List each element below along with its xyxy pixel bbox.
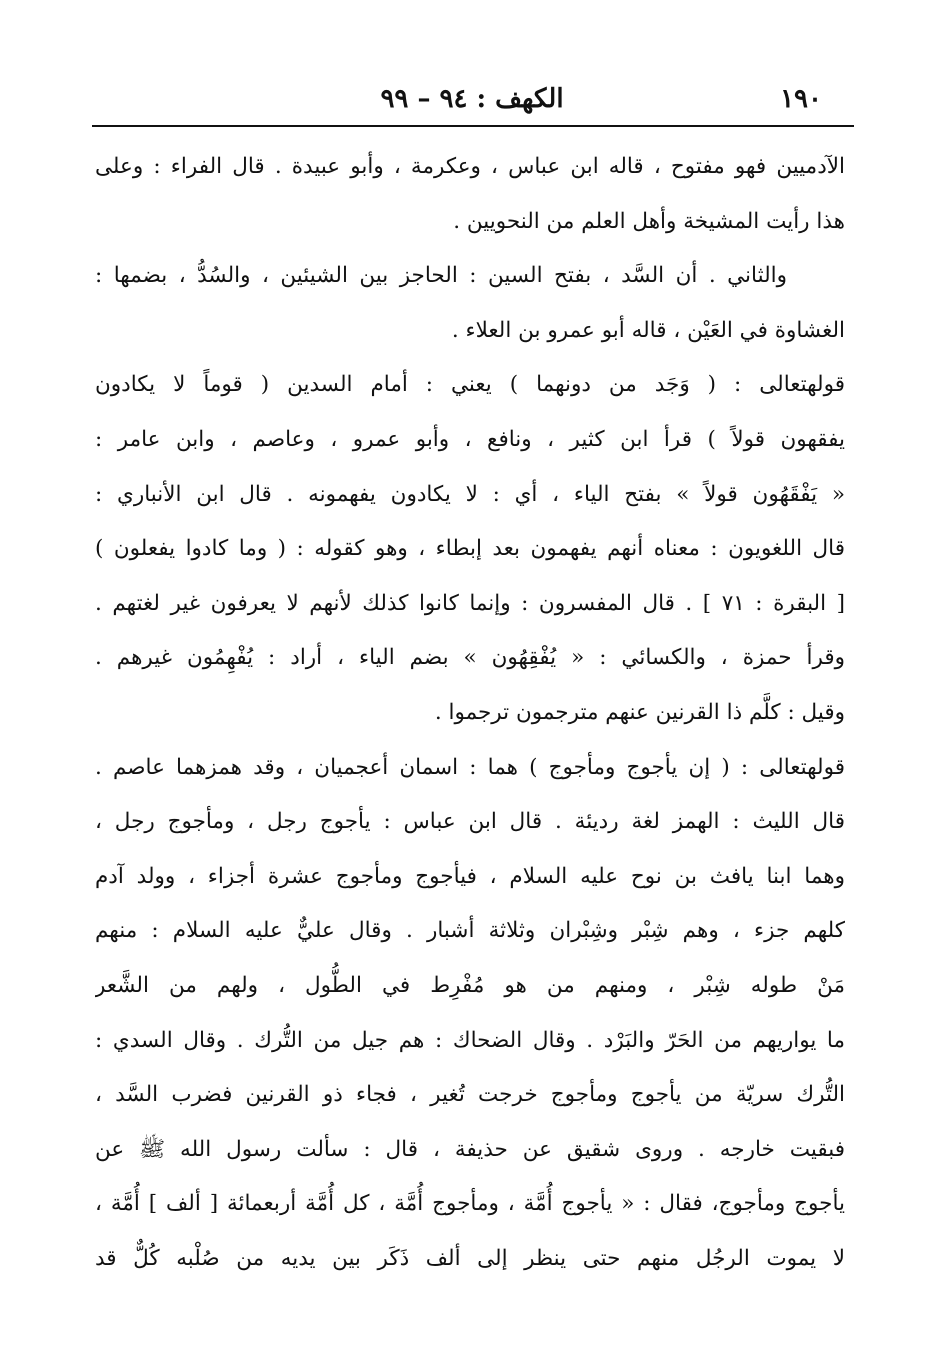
text-line: الغشاوة في العَيْن ، قاله أبو عمرو بن العلاء . xyxy=(451,317,845,343)
text-line: قولهتعالى : ( وَجَد من دونهما ) يعني : أمام السدين ( قوماً لا يكادون xyxy=(95,372,845,398)
text-line: كلهم جزء ، وهم شِبْر وشِبْران وثلاثة أشبار . وقال عليٌّ عليه السلام : منهم xyxy=(95,918,845,944)
text-line: مَنْ طوله شِبْر ، ومنهم من هو مُفْرِط في الطُّول ، ولهم من الشَّعر xyxy=(95,972,845,998)
running-title: الكهف : ٩٤ – ٩٩ xyxy=(380,84,564,114)
text-line: وقيل : كلَّم ذا القرنين عنهم مترجمون ترجموا . xyxy=(434,699,845,725)
text-line: الآدميين فهو مفتوح ، قاله ابن عباس ، وعكرمة ، وأبو عبيدة . قال الفراء : وعلى xyxy=(95,154,845,179)
text-line: قال الليث : الهمز لغة رديئة . قال ابن عباس : يأجوج رجل ، ومأجوج رجل ، xyxy=(95,809,845,835)
page-body xyxy=(95,140,845,1286)
text-line: والثاني . أن السَّد ، بفتح السين : الحاجز بين الشيئين ، والسُدُّ ، بضمها : xyxy=(95,263,787,289)
page-header xyxy=(92,84,852,118)
text-line: لا يموت الرجُل منهم حتى ينظر إلى ألف ذَكَر بين يديه من صُلْبه كُلٌّ قد xyxy=(95,1245,845,1271)
text-line: قال اللغويون : معناه أنهم يفهمون بعد إبطاء ، وهو كقوله : ( وما كادوا يفعلون ) xyxy=(95,536,845,562)
text-line: قولهتعالى : ( إن يأجوج ومأجوج ) هما : اسمان أعجميان ، وقد همزهما عاصم . xyxy=(95,754,845,780)
text-line: فبقيت خارجه . وروى شقيق عن حذيفة ، قال : سألت رسول الله ﷺ عن xyxy=(95,1136,845,1162)
page-number: ١٩٠ xyxy=(780,84,822,114)
text-line: « يَفْقَهُون قولاً » بفتح الياء ، أي : لا يكادون يفهمونه . قال ابن الأنباري : xyxy=(95,481,845,507)
text-line: [ البقرة : ٧١ ] . قال المفسرون : وإنما كانوا كذلك لأنهم لا يعرفون غير لغتهم . xyxy=(95,590,845,616)
text-line: يفقهون قولاً ) قرأ ابن كثير ، ونافع ، وأبو عمرو ، وعاصم ، وابن عامر : xyxy=(95,426,845,452)
text-line: ما يواريهم من الحَرّ والبَرْد . وقال الضحاك : هم جيل من التُّرك . وقال السدي : xyxy=(95,1027,845,1053)
header-rule xyxy=(92,125,854,127)
text-line: هذا رأيت المشيخة وأهل العلم من النحويين . xyxy=(453,208,845,234)
text-line: التُّرك سريّة من يأجوج ومأجوج خرجت تُغير ، فجاء ذو القرنين فضرب السَّد ، xyxy=(95,1082,845,1108)
text-line: يأجوج ومأجوج، فقال : « يأجوج أُمَّة ، ومأجوج أُمَّة ، كل أُمَّة أربعمائة [ ألف ] أُمَّة ، xyxy=(95,1191,845,1217)
text-line: وقرأ حمزة ، والكسائي : « يُفْقِهُون » بضم الياء ، أراد : يُفْهِمُون غيرهم . xyxy=(95,645,845,671)
text-line: وهما ابنا يافث بن نوح عليه السلام ، فيأجوج ومأجوج عشرة أجزاء ، وولد آدم xyxy=(95,863,845,889)
